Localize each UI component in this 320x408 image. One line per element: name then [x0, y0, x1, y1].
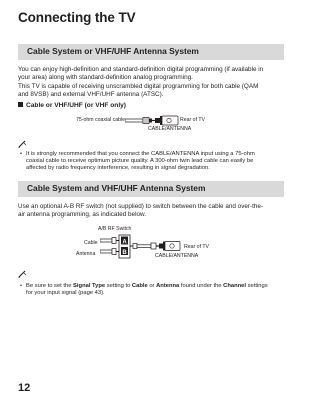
coax-cable-label: 75-ohm coaxial cable — [76, 117, 126, 123]
section-heading-cable-and-antenna — [18, 181, 284, 197]
rear-of-tv-label: Rear of TV — [180, 117, 205, 123]
section-heading-text: Cable System or VHF/UHF Antenna System — [27, 46, 199, 56]
intro-line: Use an optional A-B RF switch (not supplied) to switch between the cable and over-the- — [18, 203, 264, 210]
intro-line: your area) along with standard-definition analog programming. — [18, 74, 193, 82]
cable-input-label: Cable — [84, 240, 98, 246]
cable-antenna-port-label: CABLE/ANTENNA — [155, 253, 199, 259]
section2-intro — [18, 203, 286, 220]
section-heading-cable-or-antenna — [18, 44, 284, 60]
note-coax-recommendation — [20, 151, 284, 173]
subheading-cable-or-vhf-uhf — [18, 102, 126, 109]
coaxial-plug-icon — [130, 243, 159, 249]
note-line: coaxial cable to receive optimum picture quality. A 300-ohm twin lead cable can easily be — [26, 158, 254, 165]
antenna-input-label: Antenna — [76, 251, 96, 257]
note-pencil-icon — [18, 270, 27, 278]
intro-line: and 8VSB) and external VHF/UHF antenna (ATSC). — [18, 90, 164, 98]
square-bullet-icon — [18, 102, 23, 107]
switch-b-label: B — [122, 249, 127, 256]
rear-of-tv-label: Rear of TV — [184, 244, 209, 250]
ab-switch-label: A/B RF Switch — [98, 226, 132, 232]
bullet-icon: • — [20, 151, 23, 157]
tv-connector-icon — [159, 242, 180, 251]
ab-switch-icon — [119, 235, 130, 258]
page-number: 12 — [18, 382, 31, 394]
coaxial-plug-icon — [100, 249, 119, 255]
coaxial-plug-icon — [125, 118, 155, 124]
page-title: Connecting the TV — [18, 10, 136, 25]
section1-intro — [18, 66, 286, 99]
coaxial-plug-icon — [100, 238, 119, 244]
intro-line: You can enjoy high-definition and standard-definition digital programming (if available in — [18, 66, 264, 73]
note-line: Be sure to set the Signal Type setting to Cable or Antenna found under the Channel settings — [26, 283, 268, 289]
tv-connector-icon — [155, 116, 178, 125]
intro-line: This TV is capable of receiving unscrambled digital programming for both cable (QAM — [18, 82, 259, 90]
note-line: affected by radio frequency interference, resulting in signal degradation. — [26, 165, 210, 172]
intro-line: air antenna programming, as indicated below. — [18, 211, 147, 219]
note-signal-type — [20, 283, 284, 297]
note-line: It is strongly recommended that you connect the CABLE/ANTENNA input using a 75-ohm — [26, 151, 255, 157]
section-heading-text: Cable System and VHF/UHF Antenna System — [27, 183, 206, 193]
note-line: for your input signal (page 43). — [26, 290, 105, 297]
note-pencil-icon — [18, 140, 27, 148]
switch-a-label: A — [122, 239, 127, 246]
bullet-icon: • — [20, 283, 23, 289]
cable-antenna-port-label: CABLE/ANTENNA — [148, 126, 192, 132]
subheading-text: Cable or VHF/UHF (or VHF only) — [26, 102, 127, 109]
